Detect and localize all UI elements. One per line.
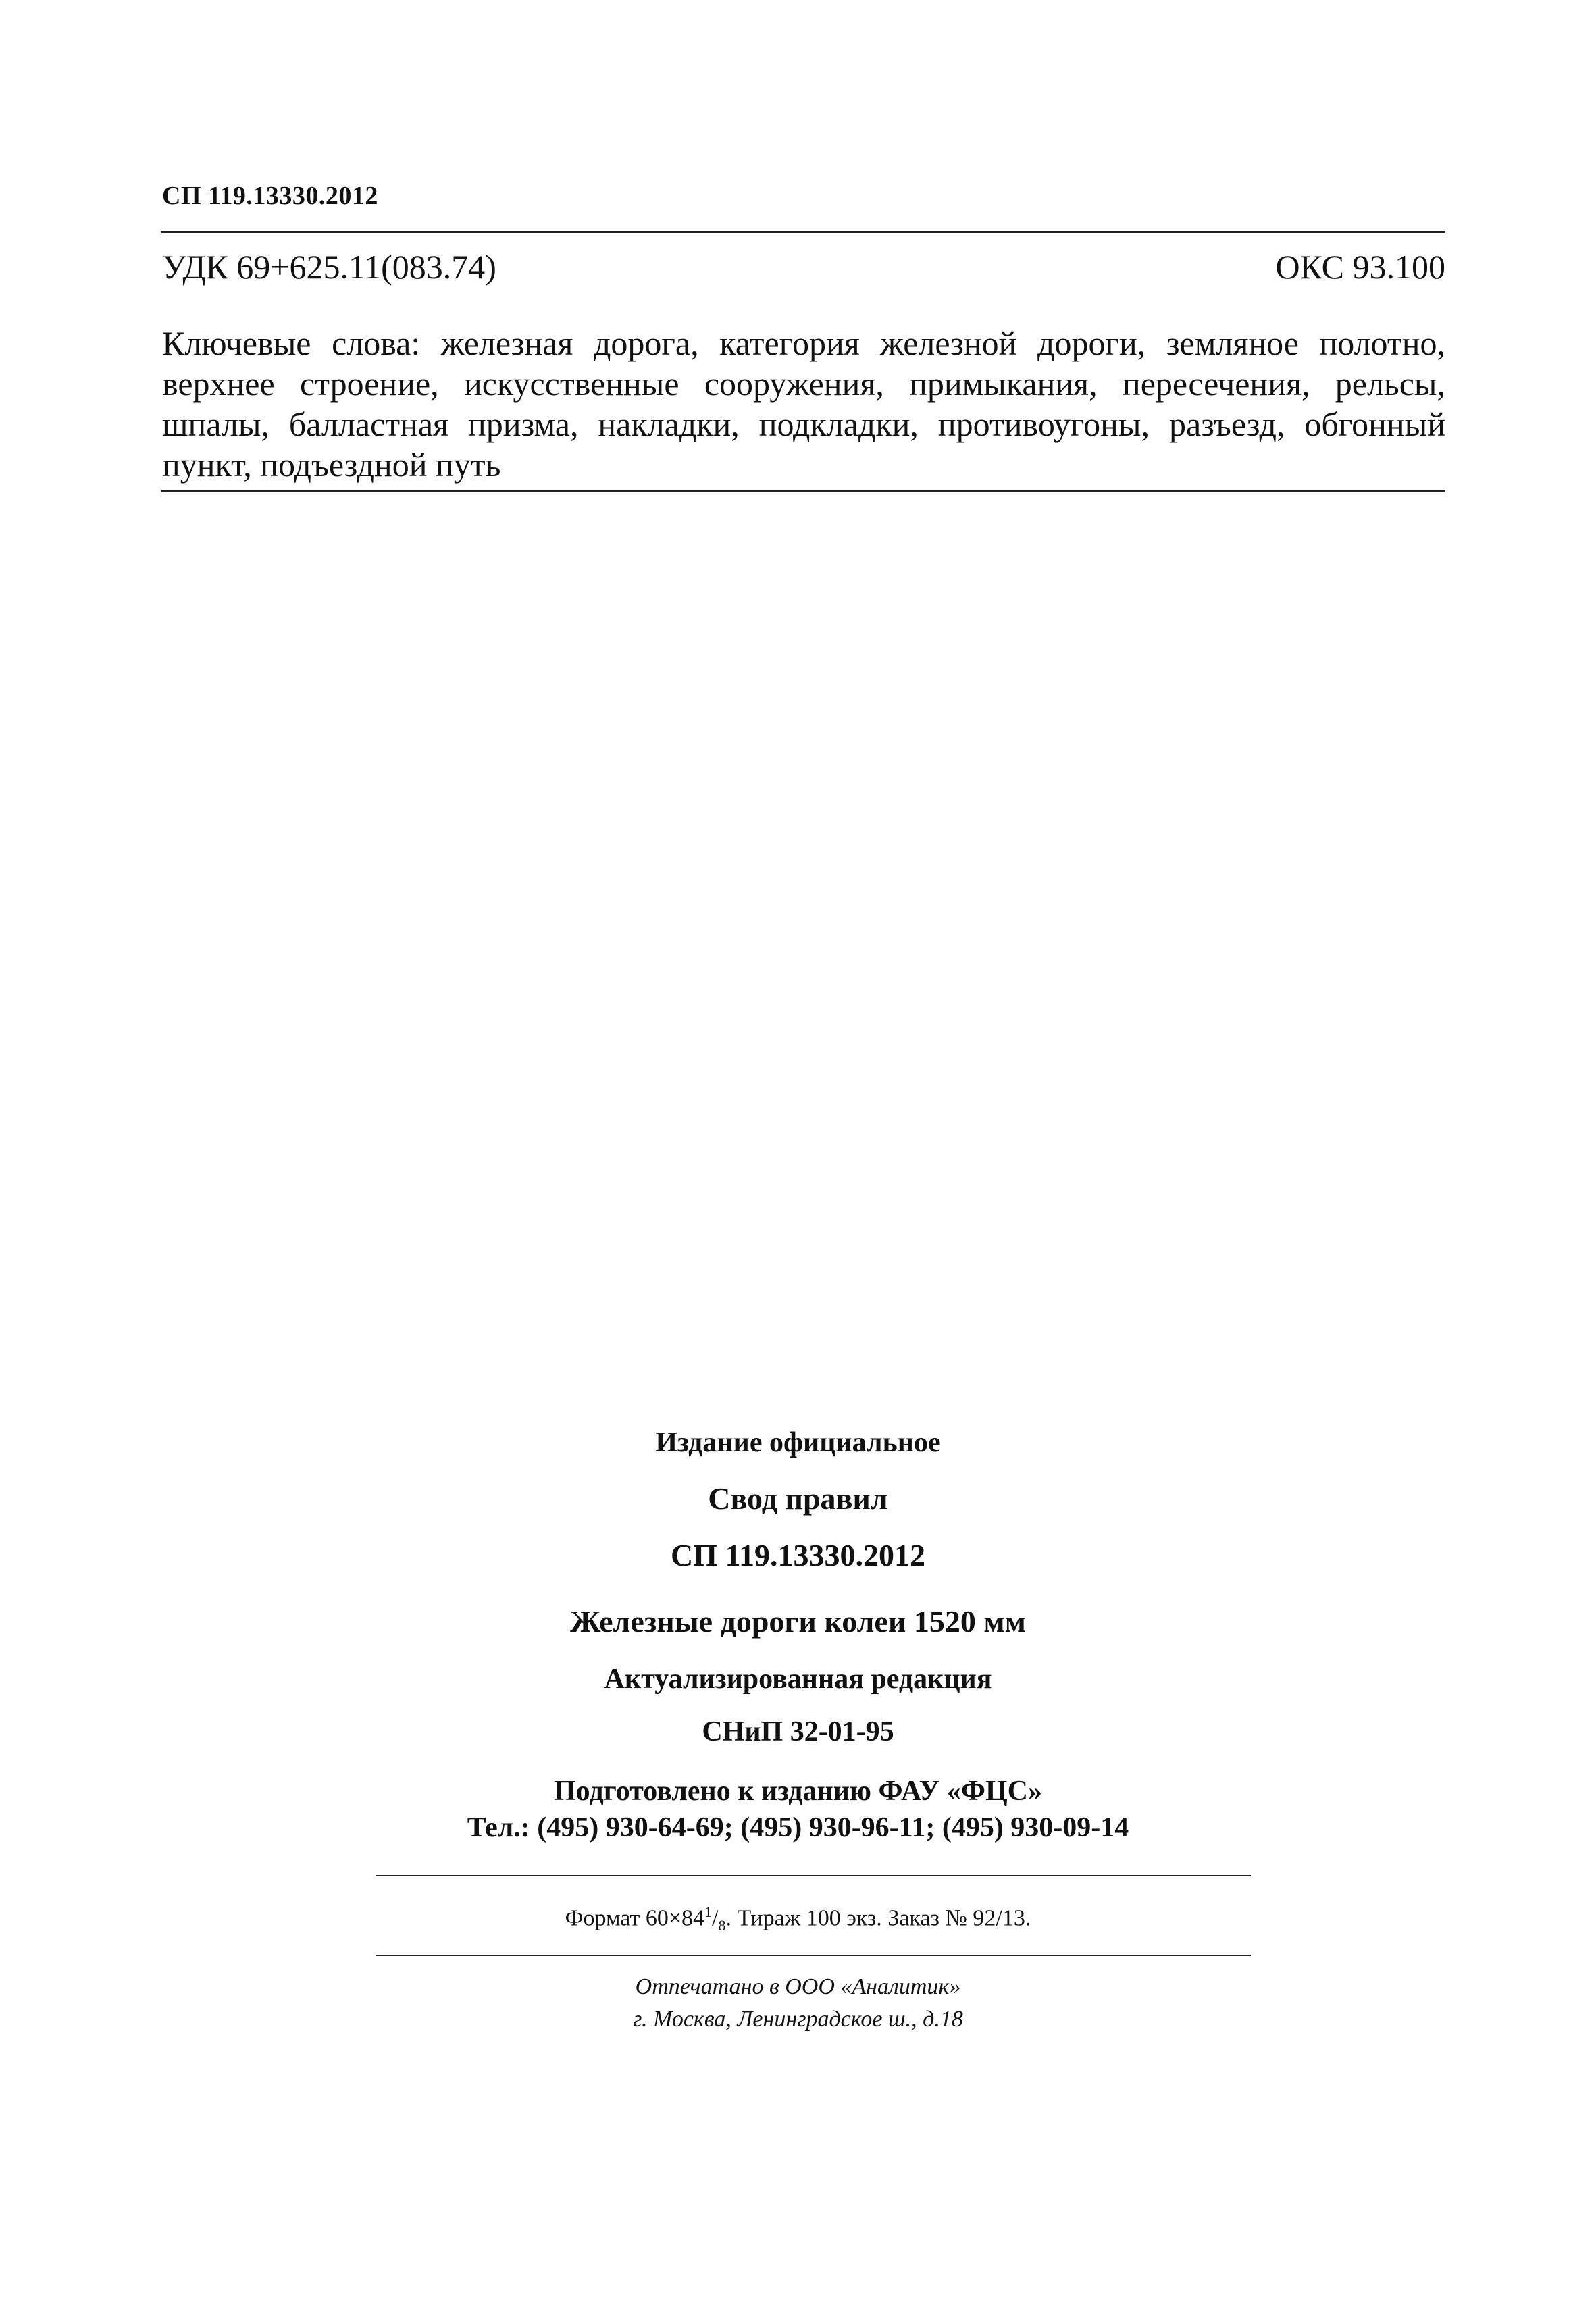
classification-row bbox=[162, 247, 1445, 286]
format-line bbox=[0, 1903, 1596, 1934]
keywords-line: верхнее строение, искусственные сооружения, примыкания, пересечения, рельсы, bbox=[162, 365, 1445, 403]
snip-code: СНиП 32-01-95 bbox=[702, 1716, 894, 1747]
format-fraction-denominator: 8 bbox=[718, 1917, 726, 1934]
header-rule bbox=[161, 231, 1445, 233]
printer-name: Отпечатано в ООО «Аналитик» bbox=[635, 1974, 961, 1999]
format-fraction-slash: / bbox=[712, 1905, 719, 1931]
document-code: СП 119.13330.2012 bbox=[671, 1538, 925, 1572]
keywords-paragraph bbox=[162, 323, 1445, 485]
oks-code: ОКС 93.100 bbox=[1275, 248, 1445, 286]
udk-code: УДК 69+625.11(083.74) bbox=[162, 248, 496, 286]
revision-label: Актуализированная редакция bbox=[604, 1664, 992, 1695]
keywords-rule bbox=[161, 490, 1445, 492]
keywords-line: пункт, подъездной путь bbox=[162, 446, 501, 484]
printed-by bbox=[0, 1971, 1596, 2036]
format-prefix: Формат 60×84 bbox=[565, 1905, 705, 1931]
doc-code-header: СП 119.13330.2012 bbox=[162, 182, 378, 210]
imprint-rule-top bbox=[376, 1875, 1251, 1876]
document-type: Свод правил bbox=[708, 1481, 888, 1516]
keywords-line: Ключевые слова: железная дорога, категория железной дороги, земляное полотно, bbox=[162, 324, 1445, 362]
official-edition-label: Издание официальное bbox=[655, 1427, 941, 1458]
prepared-by: Подготовлено к изданию ФАУ «ФЦС» bbox=[554, 1776, 1042, 1807]
printer-address: г. Москва, Ленинградское ш., д.18 bbox=[633, 2007, 963, 2032]
keywords-line: шпалы, балластная призма, накладки, подкладки, противоугоны, разъезд, обгонный bbox=[162, 405, 1445, 443]
imprint-rule-bottom bbox=[376, 1955, 1251, 1956]
format-fraction-numerator: 1 bbox=[704, 1903, 713, 1920]
document-title: Железные дороги колеи 1520 мм bbox=[569, 1604, 1027, 1639]
phone-numbers: Тел.: (495) 930-64-69; (495) 930-96-11; (495) 930-09-14 bbox=[467, 1812, 1129, 1843]
format-suffix: . Тираж 100 экз. Заказ № 92/13. bbox=[725, 1905, 1031, 1931]
